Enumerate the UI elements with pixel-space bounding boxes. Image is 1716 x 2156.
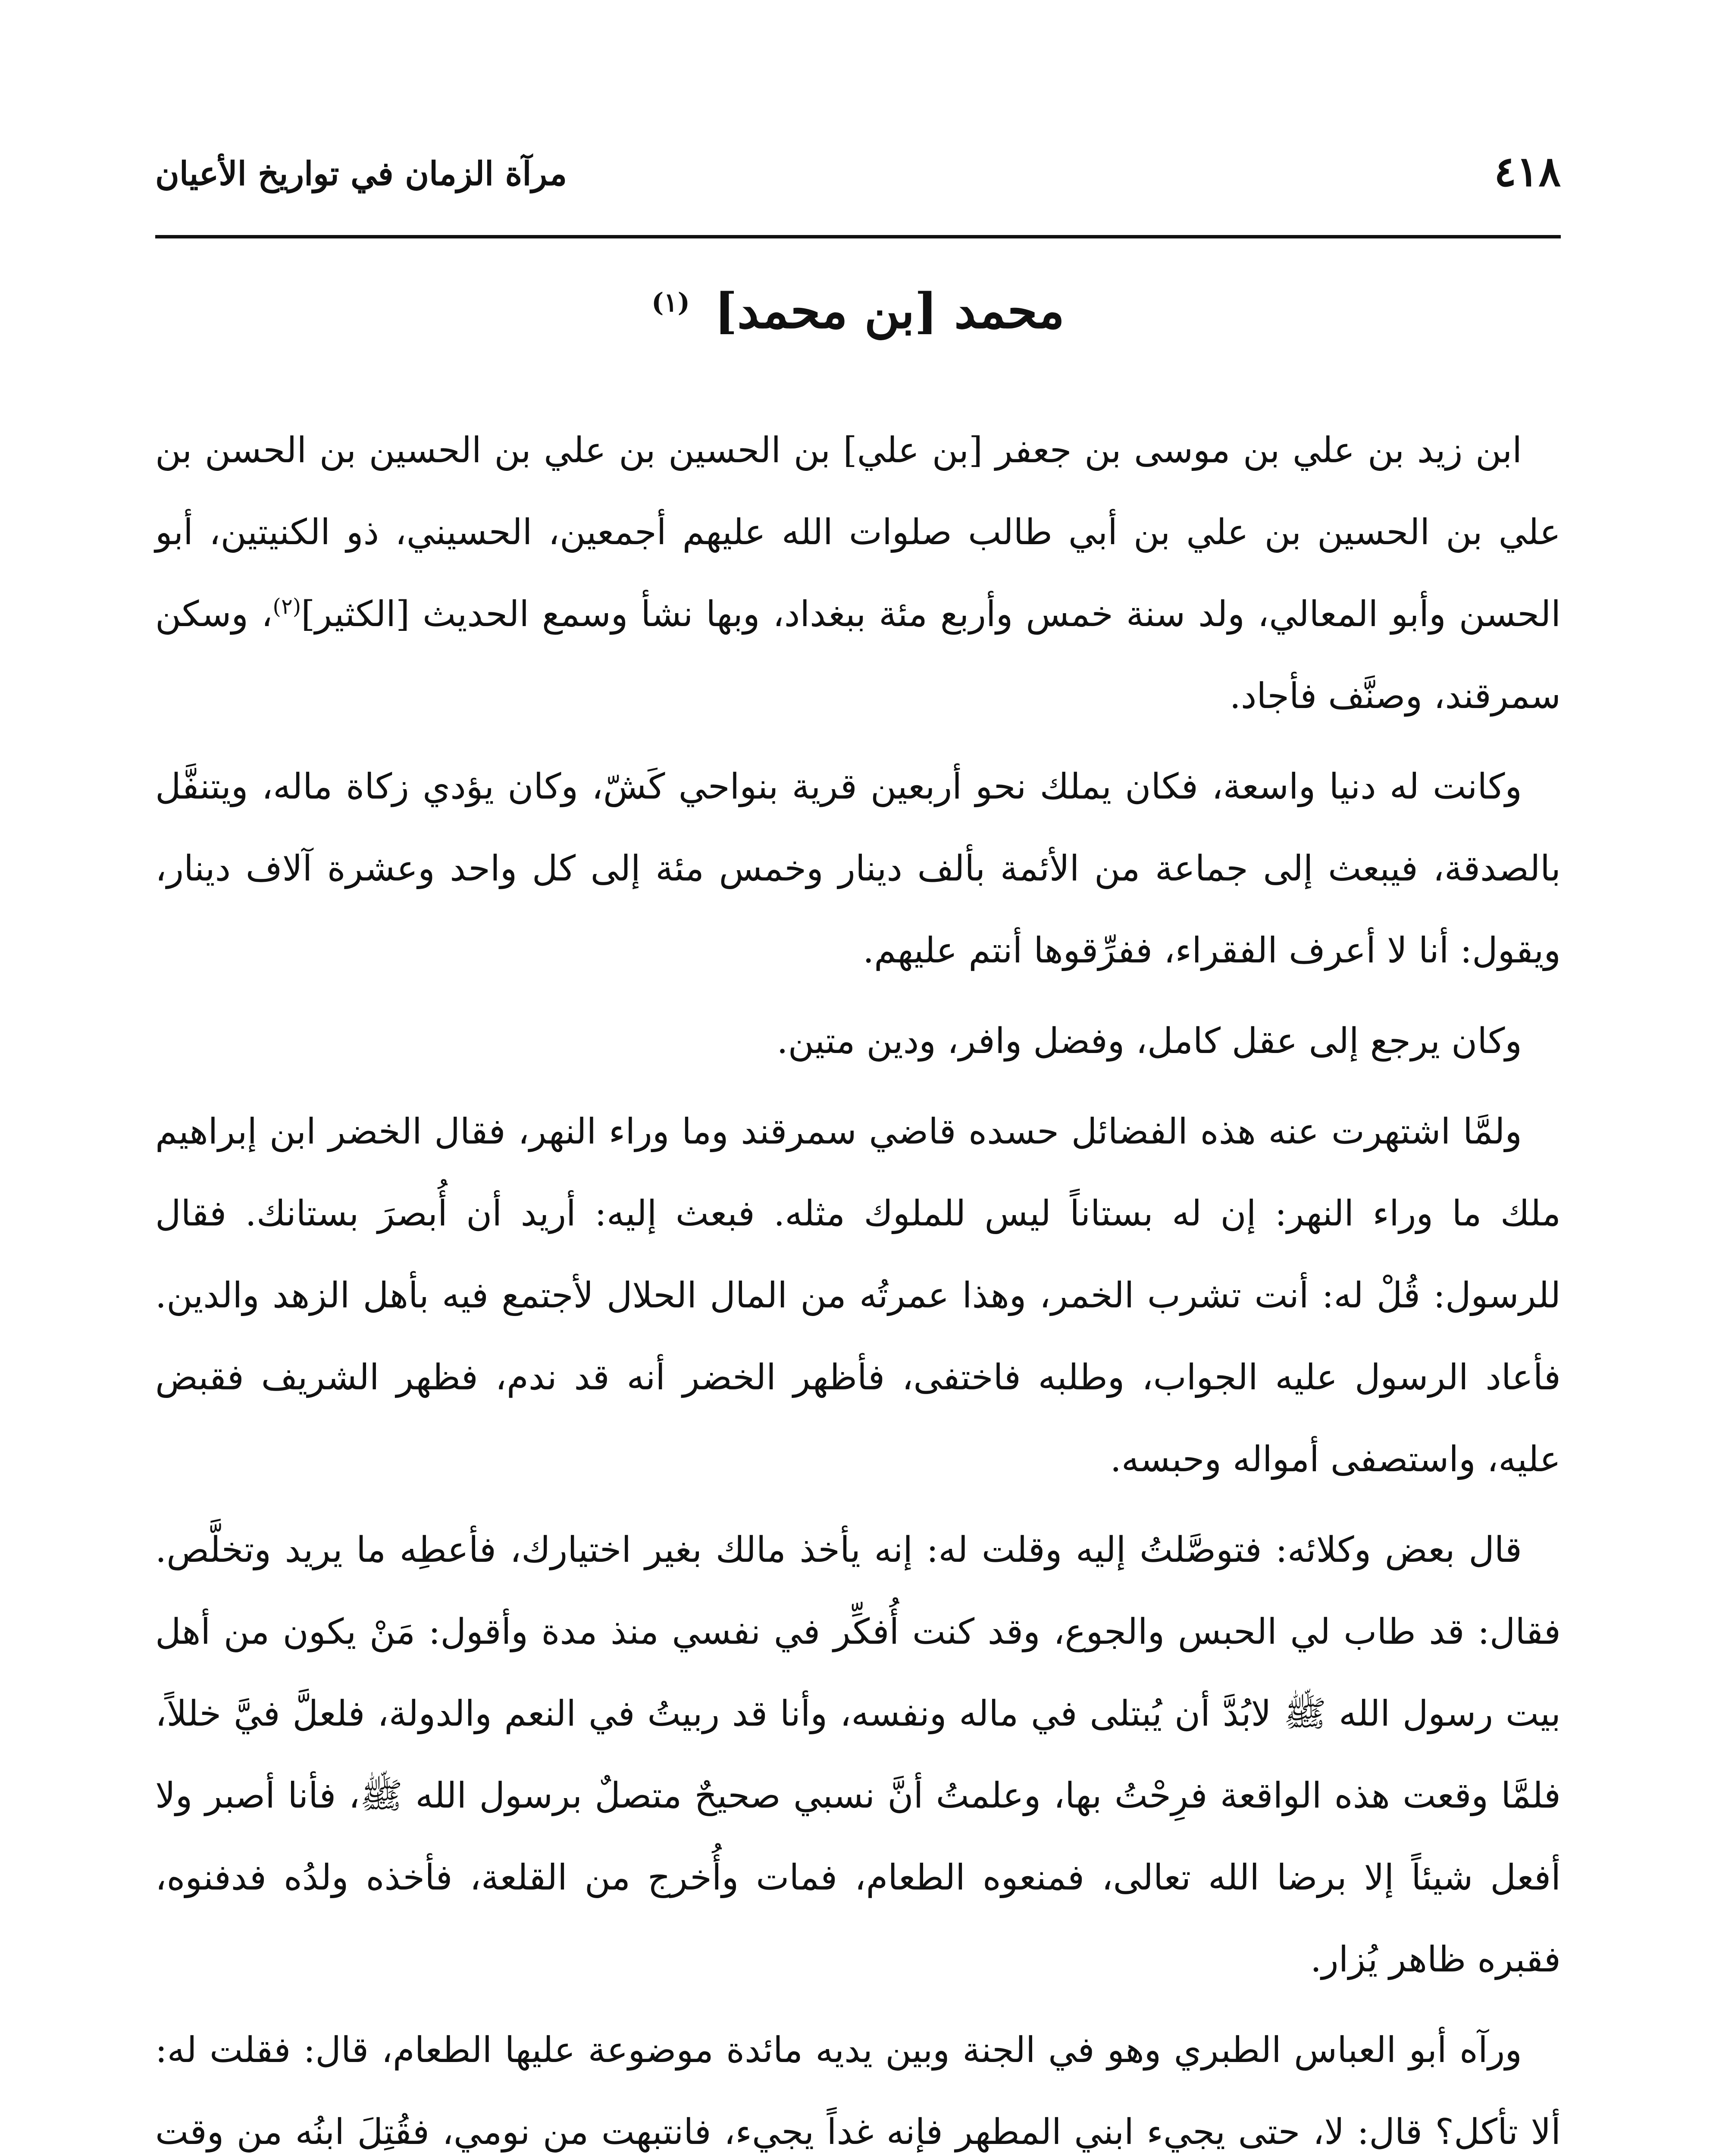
paragraph-3: وكان يرجع إلى عقل كامل، وفضل وافر، ودين متين. [777, 1021, 1522, 1062]
page-number: ٤١٨ [1494, 147, 1561, 196]
main-text [155, 410, 1561, 2156]
title-footnote-mark: (١) [651, 287, 690, 318]
paragraph-5: قال بعض وكلائه: فتوصَّلتُ إليه وقلت له: إنه يأخذ مالك بغير اختيارك، فأعطِه ما يريد وتخلَّص. فقال: قد طاب لي الحبس والجوع، وقد كنت أُفكِّر في نفسي منذ مدة وأقول: مَنْ يكون من أهل بيت رسول الله ﷺ لابُدَّ أن يُبتلى في ماله ونفسه، وأنا قد ربيتُ في النعم والدولة، فلعلَّ فيَّ خللاً، فلمَّا وقعت هذه الواقعة فرِحْتُ بها، وعلمتُ أنَّ نسبي صحيحٌ متصلٌ برسول الله ﷺ، فأنا أصبر ولا أفعل شيئاً إلا برضا الله تعالى، فمنعوه الطعام، فمات وأُخرج من القلعة، فأخذه ولدُه فدفنوه، فقبره ظاهر يُزار. [155, 1529, 1561, 1980]
article-title-text: محمد [بن محمد] [714, 283, 1065, 339]
running-title: مرآة الزمان في تواريخ الأعيان [155, 154, 567, 193]
header-divider [155, 235, 1561, 238]
paragraph-6: ورآه أبو العباس الطبري وهو في الجنة وبين يديه مائدة موضوعة عليها الطعام، قال: فقلت له: ألا تأكل؟ قال: لا، حتى يجيء ابني المطهر فإنه غداً يجيء، فانتبهت من نومي، فقُتِلَ ابنُه من وقت [155, 2030, 1561, 2153]
paragraph-1-text-before-note: ابن زيد بن علي بن موسى بن جعفر [بن علي] بن الحسين بن علي بن الحسين بن الحسن بن علي بن الحسين بن علي بن أبي طالب صلوات الله عليهم أجمعين، الحسيني، ذو الكنيتين، أبو الحسن وأبو المعالي، ولد سنة خمس وأربع مئة ببغداد، وبها نشأ وسمع الحديث [الكثير] [155, 430, 1561, 635]
paragraph-1-footnote-mark: (٢) [272, 594, 301, 619]
page-header [155, 142, 1561, 211]
paragraph-1-text-after-note: ، وسكن سمرقند، وصنَّف فأجاد. [155, 594, 1561, 717]
paragraph-4: ولمَّا اشتهرت عنه هذه الفضائل حسده قاضي سمرقند وما وراء النهر، فقال الخضر ابن إبراهيم ملك ما وراء النهر: إن له بستاناً ليس للملوك مثله. فبعث إليه: أريد أن أُبصرَ بستانك. فقال للرسول: قُلْ له: أنت تشرب الخمر، وهذا عمرتُه من المال الحلال لأجتمع فيه بأهل الزهد والدين. فأعاد الرسول عليه الجواب، وطلبه فاختفى، فأظهر الخضر أنه قد ندم، فظهر الشريف فقبض عليه، واستصفى أمواله وحبسه. [155, 1111, 1561, 1480]
paragraph-2: وكانت له دنيا واسعة، فكان يملك نحو أربعين قرية بنواحي كَشّ، وكان يؤدي زكاة ماله، ويتنفَّل بالصدقة، فيبعث إلى جماعة من الأئمة بألف دينار وخمس مئة إلى كل واحد وعشرة آلاف دينار، ويقول: أنا لا أعرف الفقراء، ففرِّقوها أنتم عليهم. [155, 766, 1561, 971]
paragraph-1 [155, 410, 1561, 737]
article-title [155, 282, 1561, 340]
